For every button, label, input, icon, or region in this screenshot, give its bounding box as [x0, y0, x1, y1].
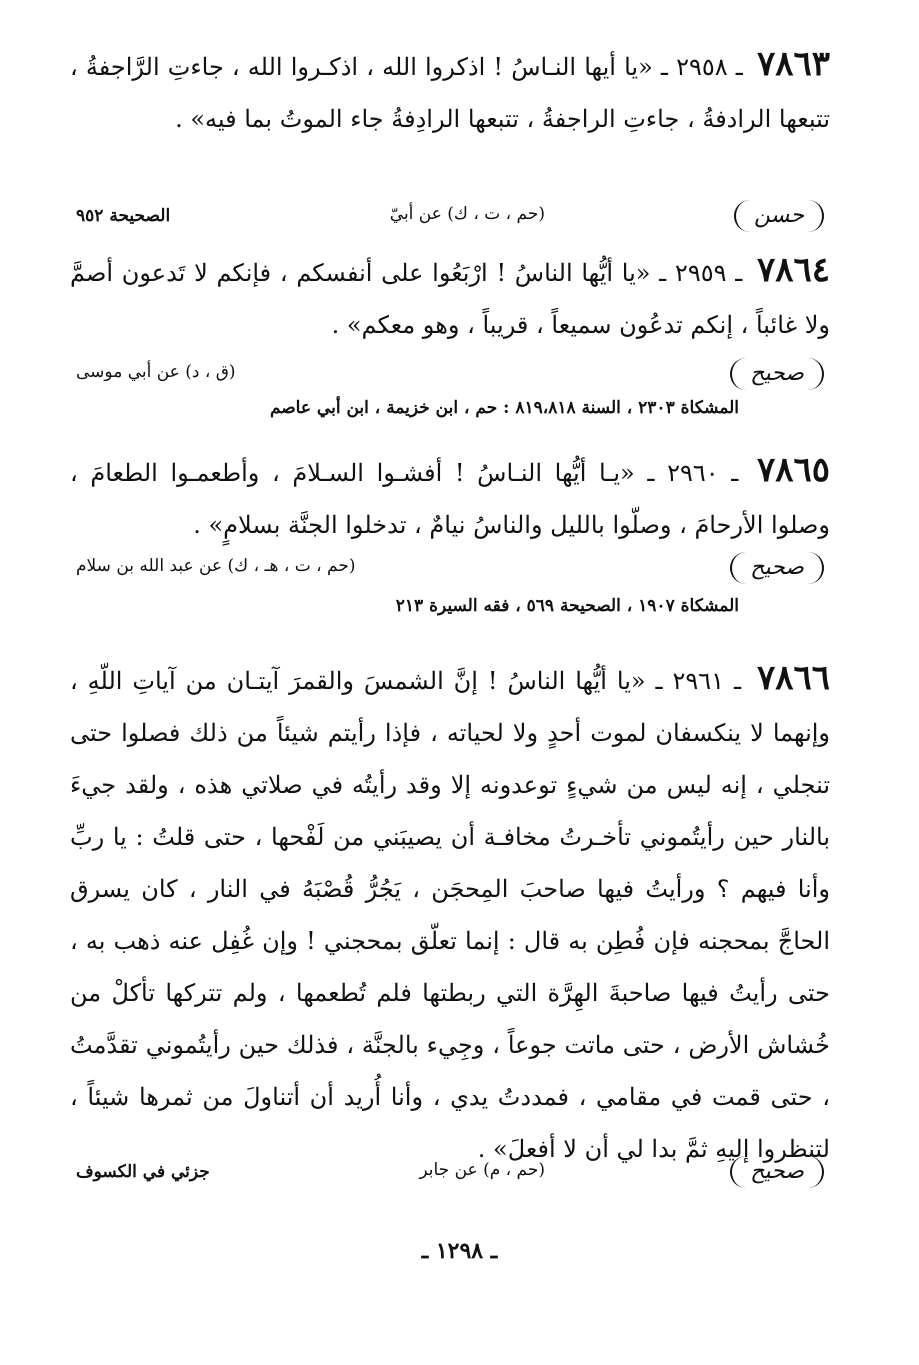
hadith-number: ٧٨٦٤: [756, 250, 830, 290]
hadith-meta-7864: [70, 356, 830, 396]
hadith-text: [70, 444, 830, 551]
grade-badge: حسن: [734, 200, 824, 232]
hadith-source: (ق ، د) عن أبي موسى: [76, 362, 236, 382]
hadith-body: ـ ٢٩٦٠ ـ «يـا أيُّها النـاسُ ! أفشـوا السـلامَ ، وأطعمـوا الطعامَ ، وصلوا الأرحامَ ، وصلّوا بالليل والناسُ نيامٌ ، تدخلوا الجنَّة بسلامٍ» .: [70, 459, 830, 539]
hadith-text: [70, 652, 830, 1175]
hadith-text: [70, 244, 830, 351]
hadith-entry-7865: [70, 444, 830, 551]
hadith-references: الصحيحة ٩٥٢: [76, 206, 171, 226]
hadith-references: المشكاة ١٩٠٧ ، الصحيحة ٥٦٩ ، فقه السيرة ٢١٣: [395, 596, 739, 616]
hadith-body: ـ ٢٩٥٩ ـ «يا أيُّها الناسُ ! ارْبَعُوا على أنفسكم ، فإنكم لا تَدعون أصمَّ ولا غائباً ، إنكم تدعُون سميعاً ، قريباً ، وهو معكم» .: [70, 259, 830, 339]
hadith-references: المشكاة ٢٣٠٣ ، السنة ٨١٩،٨١٨ : حم ، ابن خزيمة ، ابن أبي عاصم: [269, 398, 739, 418]
page-number: ـ ١٢٩٨ ـ: [421, 1238, 498, 1264]
hadith-references: جزئي في الكسوف: [76, 1162, 210, 1182]
grade-badge: صحيح: [730, 552, 824, 584]
hadith-source: (حم ، ت ، ك) عن أبيّ: [389, 204, 545, 224]
hadith-text: [70, 38, 830, 145]
hadith-entry-7864: [70, 244, 830, 351]
hadith-meta-7866: [70, 1154, 830, 1194]
hadith-number: ٧٨٦٣: [756, 44, 830, 84]
hadith-meta-7863: [70, 198, 830, 238]
hadith-body: ـ ٢٩٦١ ـ «يا أيُّها الناسُ ! إنَّ الشمسَ والقمرَ آيتـان من آياتِ اللّهِ ، وإنهما لا ينكسفان لموت أحدٍ ولا لحياته ، فإذا رأيتم شيئاً من ذلك فصلوا حتى تنجلي ، إنه ليس من شيءٍ توعدونه إلا وقد رأيتُه في صلاتي هذه ، ولقد جيءَ بالنار حين رأيتُموني تأخـرتُ مخافـة أن يصيبَني من لَفْحها ، حتى قلتُ : يا ربِّ وأنا فيهم ؟ ورأيتُ فيها صاحبَ المِحجَن ، يَجُرُّ قُصْبَهُ في النار ، كان يسرق الحاجَّ بمحجنه فإن فُطِن به قال : إنما تعلّق بمحجني ! وإن غُفِل عنه ذهب به ، حتى رأيتُ فيها صاحبةَ الهِرَّة التي ربطتها فلم تُطعمها ، ولم تتركها تأكلْ من خُشاش الأرض ، حتى ماتت جوعاً ، وجِيء بالجنَّة ، فذلك حين رأيتُموني تقدَّمتُ ، حتى قمت في مقامي ، فمددتُ يدي ، وأنا أُريد أن أتناولَ من ثمرها شيئاً ، لتنظروا إليهِ ثمَّ بدا لي أن لا أفعلَ» .: [70, 667, 831, 1163]
hadith-source: (حم ، م) عن جابر: [419, 1160, 545, 1180]
hadith-number: ٧٨٦٥: [756, 450, 830, 490]
grade-badge: صحيح: [730, 358, 824, 390]
hadith-body: ـ ٢٩٥٨ ـ «يا أيها النـاسُ ! اذكروا الله ، اذكـروا الله ، جاءتِ الرَّاجفةُ ، تتبعها الرادفةُ ، جاءتِ الراجفةُ ، تتبعها الرادِفةُ جاء الموتُ بما فيه» .: [70, 53, 830, 133]
hadith-entry-7866: [70, 652, 830, 1175]
hadith-entry-7863: [70, 38, 830, 145]
hadith-number: ٧٨٦٦: [756, 658, 830, 698]
hadith-meta-7865: [70, 550, 830, 590]
grade-badge: صحيح: [730, 1156, 824, 1188]
hadith-source: (حم ، ت ، هـ ، ك) عن عبد الله بن سلام: [76, 556, 356, 576]
